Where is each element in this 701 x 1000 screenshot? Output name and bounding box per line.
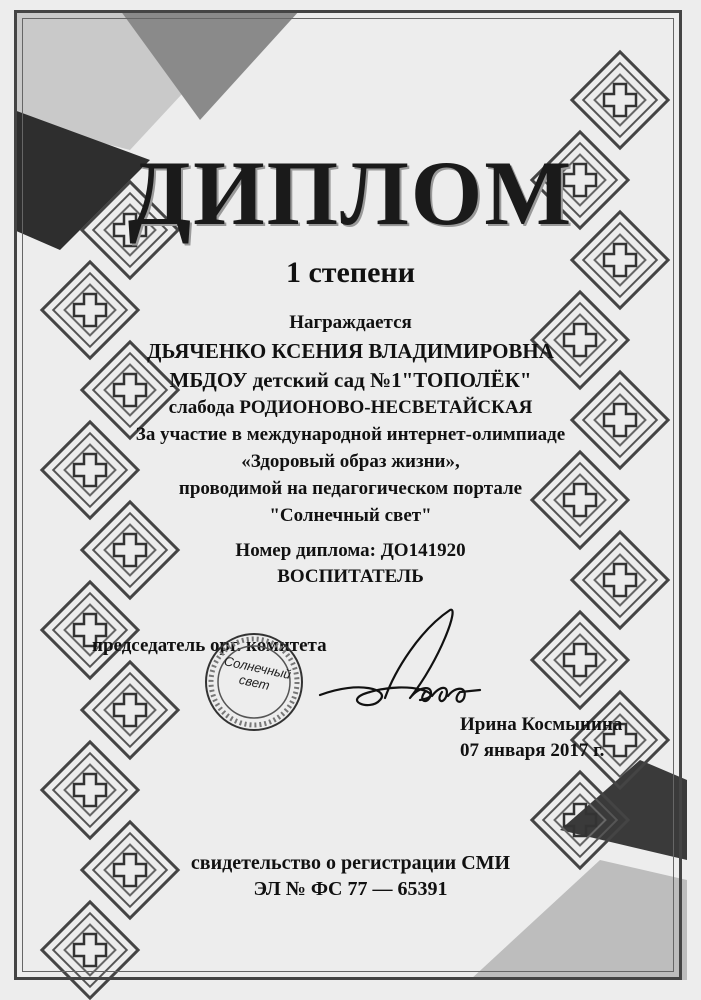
reason-line-2: проводимой на педагогическом портале bbox=[178, 478, 523, 499]
position: ВОСПИТАТЕЛЬ bbox=[277, 566, 424, 587]
location: слабода РОДИОНОВО-НЕСВЕТАЙСКАЯ bbox=[168, 397, 533, 418]
stamp-text: Солнечный свет bbox=[222, 653, 293, 693]
reason-line-1: За участие в международной интернет-олимпиаде bbox=[135, 424, 566, 445]
diploma-degree: 1 степени bbox=[285, 256, 416, 289]
registration-line-1: свидетельство о регистрации СМИ bbox=[190, 852, 511, 874]
chair-label: председатель орг. комитета bbox=[92, 635, 327, 656]
portal-name: "Солнечный свет" bbox=[269, 505, 432, 526]
awarded-label: Награждается bbox=[289, 312, 412, 333]
diploma-number: Номер диплома: ДО141920 bbox=[235, 540, 466, 561]
signature-icon bbox=[300, 600, 500, 730]
diploma-title: ДИПЛОМ bbox=[127, 142, 574, 244]
contest-name: «Здоровый образ жизни», bbox=[241, 451, 460, 472]
institution: МБДОУ детский сад №1"ТОПОЛЁК" bbox=[169, 368, 532, 392]
registration-line-2: ЭЛ № ФС 77 — 65391 bbox=[253, 878, 448, 900]
recipient-name: ДЬЯЧЕНКО КСЕНИЯ ВЛАДИМИРОВНА bbox=[147, 339, 554, 363]
issue-date: 07 января 2017 г. bbox=[460, 740, 605, 761]
signer-name: Ирина Космынина bbox=[460, 714, 623, 735]
